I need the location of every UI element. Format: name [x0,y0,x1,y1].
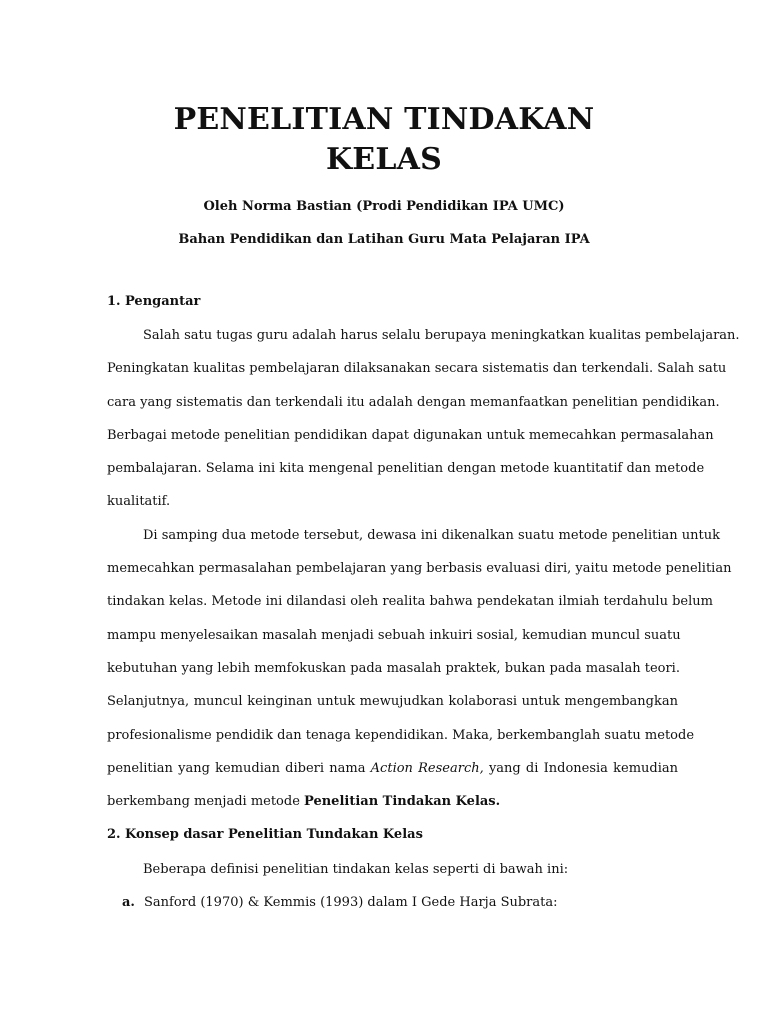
paragraph-2-line: Selanjutnya, muncul keinginan untuk mewujudkan kolaborasi untuk mengembangkan [107,694,678,709]
paragraph-2-text: penelitian yang kemudian diberi nama [107,761,371,776]
section-1-title: Pengantar [125,294,201,309]
section-1-heading [107,294,200,310]
section-2-heading [107,827,423,843]
section-2-number: 2. [107,827,121,842]
ptk-term: Penelitian Tindakan Kelas. [304,794,501,809]
paragraph-1-line: pembalajaran. Selama ini kita mengenal penelitian dengan metode kuantitatif dan metode [107,461,705,476]
paragraph-1-line: Salah satu tugas guru adalah harus selalu berupaya meningkatkan kualitas pembelajaran. [143,328,740,343]
section-2-title: Konsep dasar Penelitian Tundakan Kelas [125,827,423,842]
paragraph-2-line: memecahkan permasalahan pembelajaran yang berbasis evaluasi diri, yaitu metode penelitian [107,561,732,576]
paragraph-2-line [107,761,678,777]
document-subtitle: Bahan Pendidikan dan Latihan Guru Mata Pelajaran IPA [178,232,590,247]
document-title-line-2: KELAS [326,142,442,177]
paragraph-2-text: berkembang menjadi metode [107,794,305,809]
paragraph-2-text: yang di Indonesia kemudian [483,761,679,776]
action-research-term: Action Research, [370,761,484,776]
section-2-intro: Beberapa definisi penelitian tindakan kelas seperti di bawah ini: [143,862,569,877]
document-title-line-1: PENELITIAN TINDAKAN [173,102,595,137]
paragraph-2-line [107,794,500,810]
definition-item [122,895,558,911]
paragraph-1-line: cara yang sistematis dan terkendali itu adalah dengan memanfaatkan penelitian pendidikan. [107,395,720,410]
paragraph-1-line: kualitatif. [107,494,171,509]
paragraph-1-line: Peningkatan kualitas pembelajaran dilaksanakan secara sistematis dan terkendali. Salah satu [107,361,727,376]
paragraph-2-line: Di samping dua metode tersebut, dewasa ini dikenalkan suatu metode penelitian untuk [143,528,720,543]
paragraph-2-line: kebutuhan yang lebih memfokuskan pada masalah praktek, bukan pada masalah teori. [107,661,680,676]
section-1-number: 1. [107,294,121,309]
paragraph-2-line: tindakan kelas. Metode ini dilandasi oleh realita bahwa pendekatan ilmiah terdahulu belum [107,594,713,609]
paragraph-2-line: profesionalisme pendidik dan tenaga kependidikan. Maka, berkembanglah suatu metode [107,728,695,743]
document-author: Oleh Norma Bastian (Prodi Pendidikan IPA UMC) [203,199,565,214]
paragraph-1-line: Berbagai metode penelitian pendidikan dapat digunakan untuk memecahkan permasalahan [107,428,714,443]
definition-item-marker: a. [122,895,135,910]
definition-item-text: Sanford (1970) & Kemmis (1993) dalam I Gede Harja Subrata: [144,895,558,910]
paragraph-2-line: mampu menyelesaikan masalah menjadi sebuah inkuiri sosial, kemudian muncul suatu [107,628,681,643]
